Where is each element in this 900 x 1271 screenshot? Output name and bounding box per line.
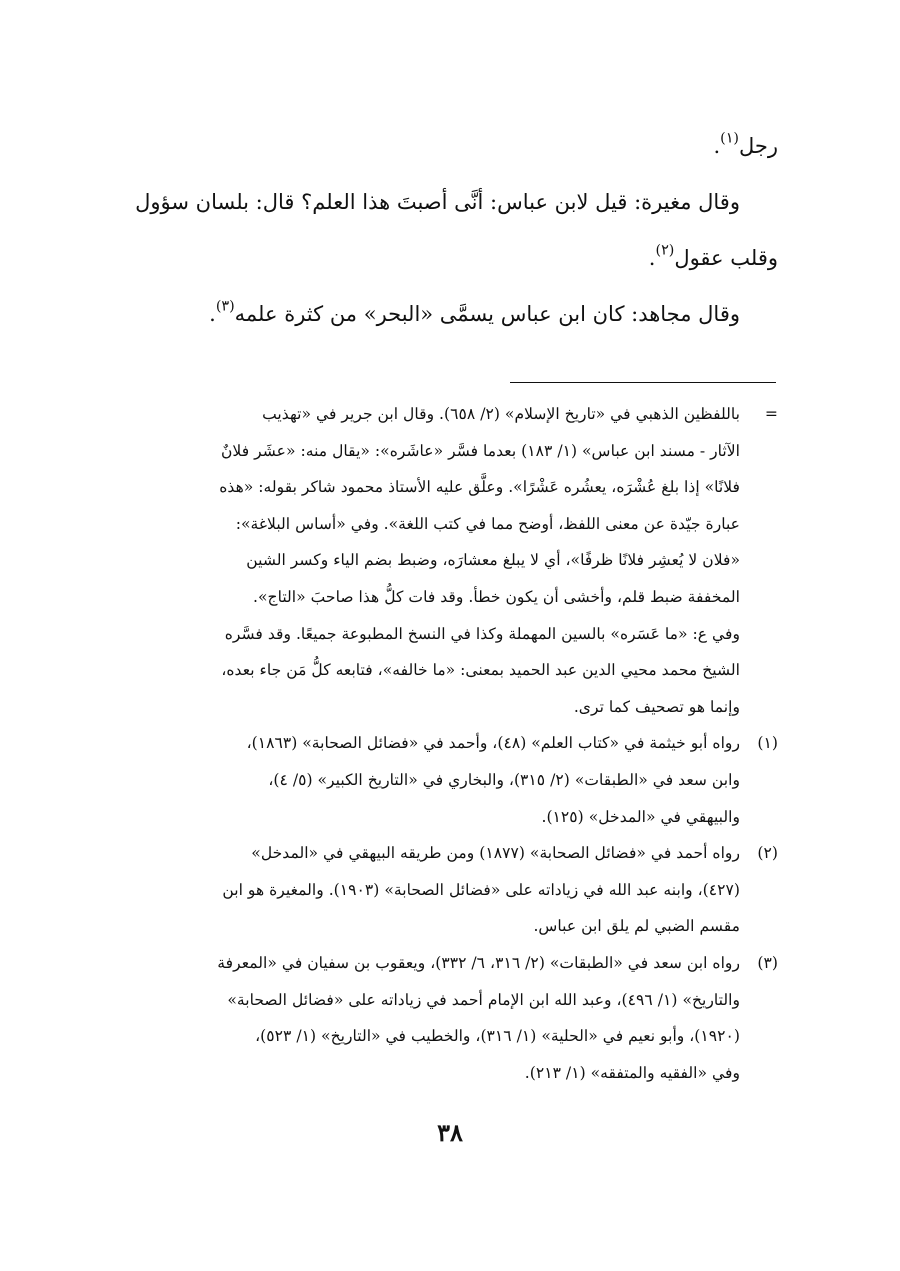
footnote-ref-2[interactable]: (٢) [655,242,675,259]
footnote-continuation-body [118,396,740,725]
main-line-3: وقلب عقول$^{(٢)}$. [648,242,778,270]
footnote-3-marker: (٣) [757,953,778,972]
continuation-marker: = [764,405,778,423]
footnote-line: وفي ع: «ما عَسَره» بالسين المهملة وكذا في النسخ المطبوعة جميعًا. وقد فسَّره [224,624,740,643]
main-line-1: رجل$^{(١)}$. [713,130,778,158]
page-number: ٣٨ [437,1118,463,1147]
main-line-2: وقال مغيرة: قيل لابن عباس: أنَّى أصبتَ هذا العلم؟ قال: بلسان سؤول [135,190,740,214]
footnote-3-body [118,945,740,1091]
footnote-line: والبيهقي في «المدخل» (١٢٥). [541,807,740,826]
footnote-line: باللفظين الذهبي في «تاريخ الإسلام» (٢/ ٦٥٨). وقال ابن جرير في «تهذيب [262,405,740,423]
footnote-line: رواه ابن سعد في «الطبقات» (٢/ ٣١٦، ٦/ ٣٣٢)، ويعقوب بن سفيان في «المعرفة [217,953,740,972]
footnote-line: وابن سعد في «الطبقات» (٢/ ٣١٥)، والبخاري في «التاريخ الكبير» (٥/ ٤)، [268,770,740,789]
footnote-line: (٤٢٧)، وابنه عبد الله في زياداته على «فضائل الصحابة» (١٩٠٣). والمغيرة هو ابن [222,880,740,899]
footnote-1-body [118,725,740,835]
footnote-line: «فلان لا يُعشِر فلانًا ظرفًا»، أي لا يبلغ معشارَه، وضبط بضم الياء وكسر الشين [246,551,740,570]
footnote-ref-3[interactable]: (٣) [215,298,235,315]
footnote-ref-1[interactable]: (١) [720,130,739,147]
main-line-3-text: وقلب عقول [674,246,778,270]
footnote-continuation [118,396,778,725]
footnote-line: وفي «الفقيه والمتفقه» (١/ ٢١٣). [524,1063,740,1082]
footnote-line: رواه أبو خيثمة في «كتاب العلم» (٤٨)، وأحمد في «فضائل الصحابة» (١٨٦٣)، [246,734,740,753]
footnote-line: الشيخ محمد محيي الدين عبد الحميد بمعنى: «ما خالفه»، فتابعه كلُّ مَن جاء بعده، [221,661,740,680]
footnote-line: فلانًا» إذا بلغ عُشْرَه، يعشُره عَشْرًا». وعلَّق عليه الأستاذ محمود شاكر بقوله: «هذه [219,478,740,497]
footnote-line: المخففة ضبط قلم، وأخشى أن يكون خطأ. وقد فات كلُّ هذا صاحبَ «التاج». [253,587,740,606]
footnote-1 [118,725,778,835]
main-line-4-text: وقال مجاهد: كان ابن عباس يسمَّى «البحر» من كثرة علمه [234,302,740,326]
footnote-line: والتاريخ» (١/ ٤٩٦)، وعبد الله ابن الإمام أحمد في زياداته على «فضائل الصحابة» [227,990,740,1009]
footnotes [118,396,778,1091]
footnote-separator [510,382,776,383]
footnote-3 [118,945,778,1091]
main-line-4: وقال مجاهد: كان ابن عباس يسمَّى «البحر» من كثرة علمه$^{(٣)}$. [209,298,740,326]
main-text [118,118,778,342]
footnote-line: (١٩٢٠)، وأبو نعيم في «الحلية» (١/ ٣١٦)، والخطيب في «التاريخ» (١/ ٥٢٣)، [255,1027,740,1046]
footnote-1-marker: (١) [757,734,778,753]
footnote-line: مقسم الضبي لم يلق ابن عباس. [533,917,740,936]
footnote-line: الآثار - مسند ابن عباس» (١/ ١٨٣) بعدما فسَّر «عاشَره»: «يقال منه: «عشَر فلانٌ [220,441,740,460]
footnote-line: رواه أحمد في «فضائل الصحابة» (١٨٧٧) ومن طريقه البيهقي في «المدخل» [251,844,740,863]
footnote-line: عبارة جيّدة عن معنى اللفظ، أوضح مما في كتب اللغة». وفي «أساس البلاغة»: [235,514,740,533]
footnote-2 [118,835,778,945]
footnote-2-marker: (٢) [757,844,778,863]
footnote-line: وإنما هو تصحيف كما ترى. [573,697,740,716]
footnote-2-body [118,835,740,945]
main-line-1-text: رجل [738,134,778,158]
